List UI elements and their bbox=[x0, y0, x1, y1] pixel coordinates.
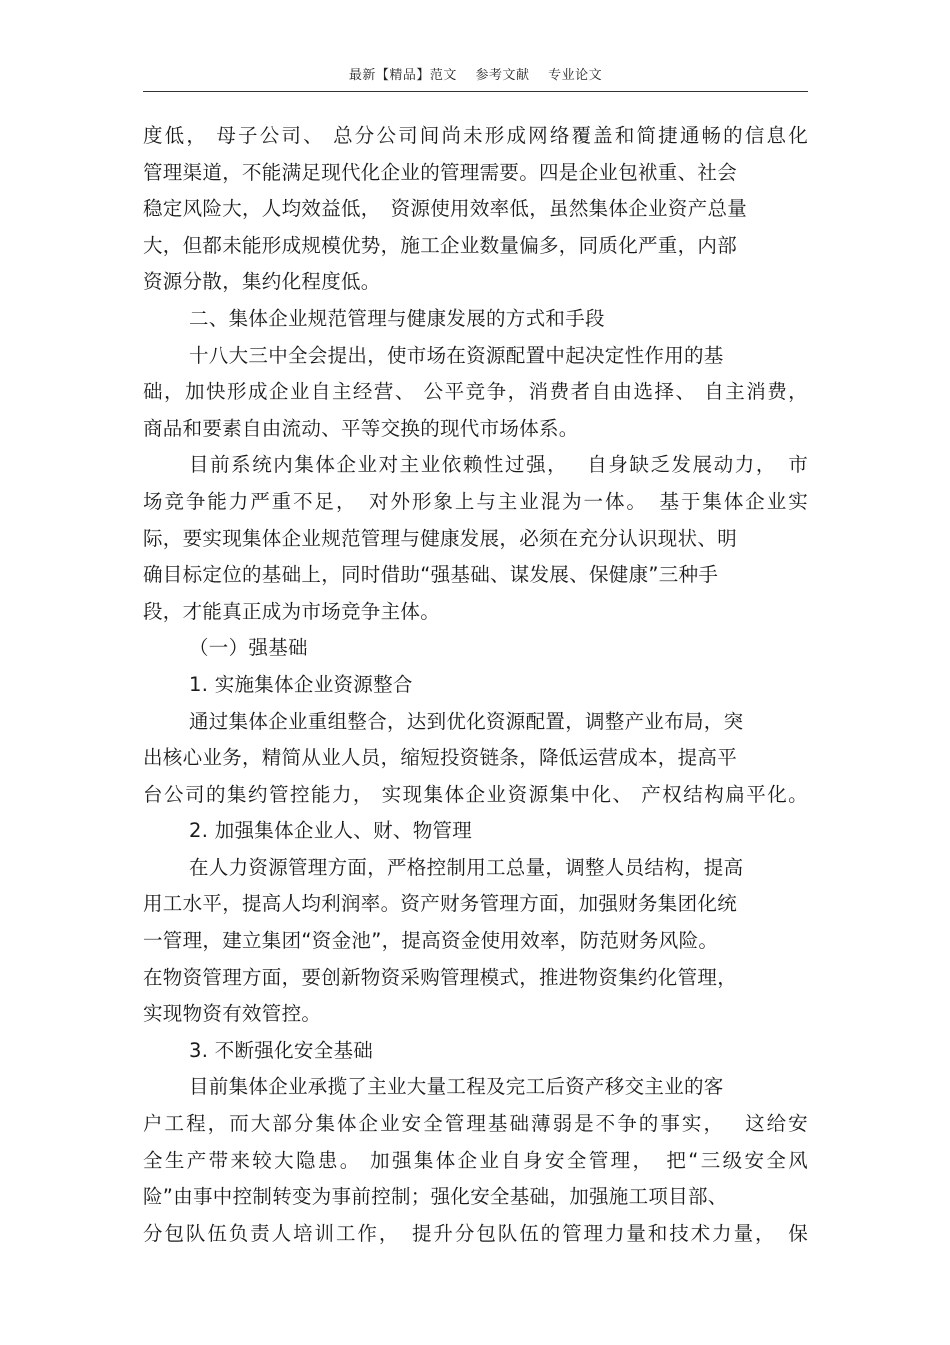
item-heading: 2. 加强集体企业人、财、物管理 bbox=[189, 819, 473, 843]
text-line: 在人力资源管理方面，严格控制用工总量，调整人员结构，提高 bbox=[189, 855, 744, 879]
text-line: 确目标定位的基础上，同时借助“强基础、谋发展、保健康”三种手 bbox=[143, 563, 719, 587]
text-line: 户工程，而大部分集体企业安全管理基础薄弱是不争的事实， 这给安 bbox=[143, 1112, 808, 1136]
text-line: 通过集体企业重组整合，达到优化资源配置，调整产业布局，突 bbox=[189, 709, 744, 733]
text-line: 度低， 母子公司、 总分公司间尚未形成网络覆盖和简捷通畅的信息化 bbox=[143, 124, 808, 147]
text-line: 商品和要素自由流动、平等交换的现代市场体系。 bbox=[143, 416, 579, 440]
text-line: 目前集体企业承揽了主业大量工程及完工后资产移交主业的客 bbox=[189, 1075, 724, 1099]
text-line: 际，要实现集体企业规范管理与健康发展，必须在充分认识现状、明 bbox=[143, 526, 738, 550]
document-body bbox=[143, 118, 808, 1252]
text-line: 大，但都未能形成规模优势，施工企业数量偏多，同质化严重，内部 bbox=[143, 233, 738, 257]
text-line: 础，加快形成企业自主经营、 公平竞争，消费者自由选择、 自主消费， bbox=[143, 380, 808, 404]
text-line: 管理渠道，不能满足现代化企业的管理需要。四是企业包袱重、社会 bbox=[143, 160, 738, 184]
text-line: 资源分散，集约化程度低。 bbox=[143, 270, 381, 294]
text-line: 一管理，建立集团“资金池”，提高资金使用效率，防范财务风险。 bbox=[143, 929, 719, 953]
text-line: 稳定风险大，人均效益低， 资源使用效率低，虽然集体企业资产总量 bbox=[143, 197, 748, 221]
section-heading: 二、集体企业规范管理与健康发展的方式和手段 bbox=[189, 306, 605, 330]
text-line: 用工水平，提高人均利润率。资产财务管理方面，加强财务集团化统 bbox=[143, 892, 738, 916]
text-line: 场竞争能力严重不足， 对外形象上与主业混为一体。 基于集体企业实 bbox=[143, 489, 808, 513]
text-line: 出核心业务，精简从业人员，缩短投资链条，降低运营成本，提高平 bbox=[143, 746, 738, 770]
header-item-fanwen: 最新【精品】范文 bbox=[348, 68, 457, 83]
text-line: 实现物资有效管控。 bbox=[143, 1002, 322, 1026]
text-line: 十八大三中全会提出，使市场在资源配置中起决定性作用的基 bbox=[189, 343, 724, 367]
text-line: 目前系统内集体企业对主业依赖性过强， 自身缺乏发展动力， 市 bbox=[189, 453, 808, 477]
text-line: 全生产带来较大隐患。 加强集体企业自身安全管理， 把“三级安全风 bbox=[143, 1148, 808, 1172]
header-divider bbox=[143, 91, 808, 92]
text-line: 段，才能真正成为市场竞争主体。 bbox=[143, 599, 441, 623]
text-line: 分包队伍负责人培训工作， 提升分包队伍的管理力量和技术力量， 保 bbox=[143, 1221, 808, 1245]
item-heading: 3. 不断强化安全基础 bbox=[189, 1038, 374, 1062]
text-line: 台公司的集约管控能力， 实现集体企业资源集中化、 产权结构扁平化。 bbox=[143, 782, 808, 806]
header-item-lunwen: 专业论文 bbox=[548, 68, 603, 83]
text-line: 险”由事中控制转变为事前控制；强化安全基础，加强施工项目部、 bbox=[143, 1185, 728, 1209]
item-heading: 1. 实施集体企业资源整合 bbox=[189, 672, 413, 696]
page-header bbox=[143, 64, 808, 83]
subsection-heading: （一）强基础 bbox=[189, 636, 308, 660]
text-line: 在物资管理方面，要创新物资采购管理模式，推进物资集约化管理， bbox=[143, 965, 738, 989]
header-item-cankao: 参考文献 bbox=[475, 68, 530, 83]
